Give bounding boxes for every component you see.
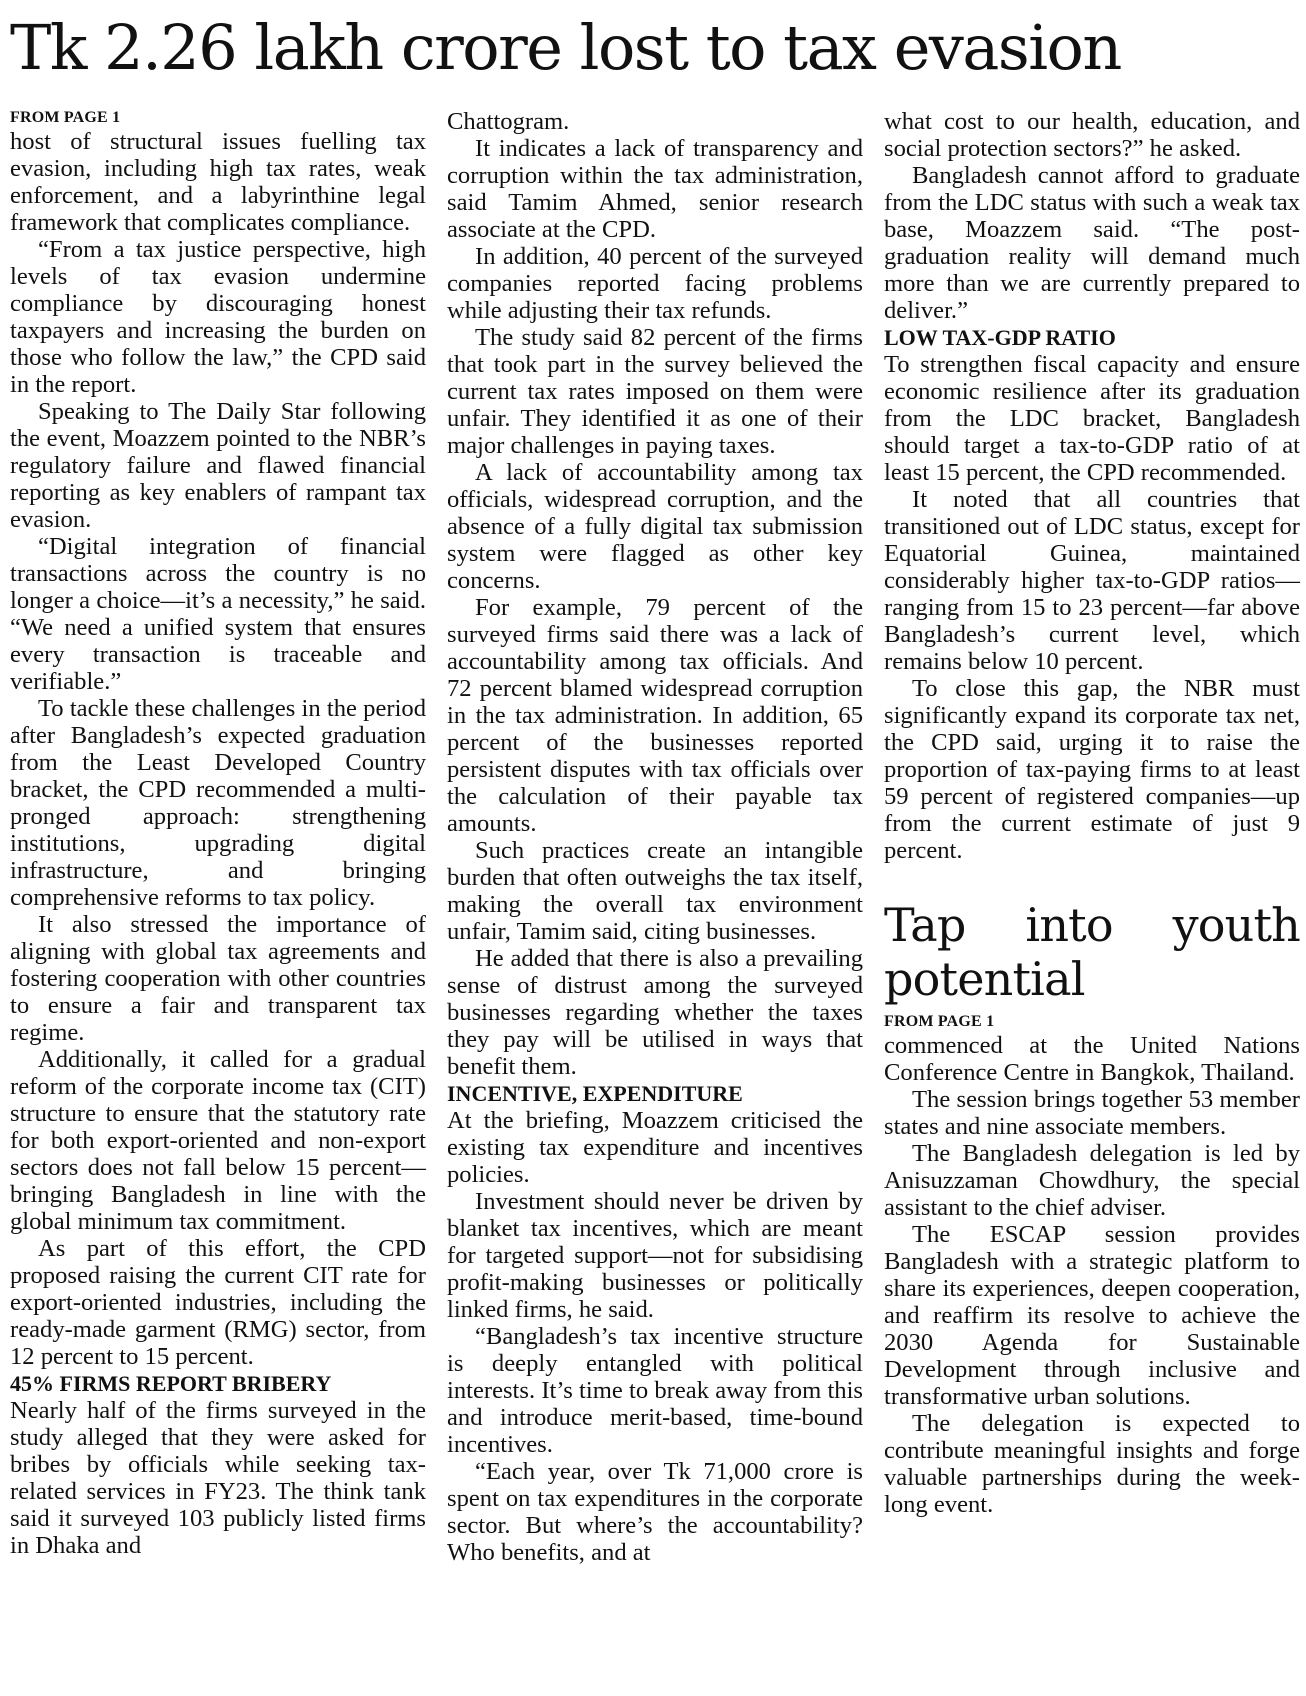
paragraph: To strengthen fiscal capacity and ensure economic resilience after its graduation from the LDC bracket, Bangladesh should target a tax-to-GDP ratio of at least 15 percent, the CPD recommended.: [884, 351, 1300, 486]
subhead-bribery: 45% FIRMS REPORT BRIBERY: [10, 1371, 332, 1396]
paragraph: In addition, 40 percent of the surveyed companies reported facing problems while adjusting their tax refunds.: [447, 243, 863, 324]
paragraph: “Bangladesh’s tax incentive structure is deeply entangled with political interests. It’s time to break away from this and introduce merit-based, time-bound incentives.: [447, 1323, 863, 1458]
paragraph-continued: what cost to our health, education, and social protection sectors?” he asked.: [884, 108, 1300, 162]
paragraph: As part of this effort, the CPD proposed raising the current CIT rate for export-oriented industries, including the ready-made garment (RMG) sector, from 12 percent to 15 percent.: [10, 1235, 426, 1370]
paragraph: To close this gap, the NBR must significantly expand its corporate tax net, the CPD said, urging it to raise the proportion of tax-paying firms to at least 59 percent of registered companies—up from the current estimate of just 9 percent.: [884, 675, 1300, 864]
paragraph: It also stressed the importance of aligning with global tax agreements and fostering cooperation with other countries to ensure a fair and transparent tax regime.: [10, 911, 426, 1046]
paragraph: “From a tax justice perspective, high levels of tax evasion undermine compliance by discouraging honest taxpayers and increasing the burden on those who follow the law,” the CPD said in the report.: [10, 236, 426, 398]
paragraph: A lack of accountability among tax officials, widespread corruption, and the absence of a fully digital tax submission system were flagged as other key concerns.: [447, 459, 863, 594]
paragraph: For example, 79 percent of the surveyed firms said there was a lack of accountability among tax officials. And 72 percent blamed widespread corruption in the tax administration. In addition, 65 percent of the businesses reported persistent disputes with tax officials over the calculation of their payable tax amounts.: [447, 594, 863, 837]
paragraph: Investment should never be driven by blanket tax incentives, which are meant for targeted support—not for subsidising profit-making businesses or politically linked firms, he said.: [447, 1188, 863, 1323]
paragraph: Nearly half of the firms surveyed in the study alleged that they were asked for bribes by officials while seeking tax-related services in FY23. The think tank said it surveyed 103 publicly listed firms in Dhaka and: [10, 1397, 426, 1559]
paragraph: It indicates a lack of transparency and corruption within the tax administration, said Tamim Ahmed, senior research associate at the CPD.: [447, 135, 863, 243]
article-headline: Tk 2.26 lakh crore lost to tax evasion: [10, 11, 1121, 84]
paragraph: He added that there is also a prevailing sense of distrust among the surveyed businesses regarding whether the taxes they pay will be utilised in ways that benefit them.: [447, 945, 863, 1080]
from-page-kicker: FROM PAGE 1: [10, 109, 121, 126]
paragraph: The study said 82 percent of the firms that took part in the survey believed the current tax rates imposed on them were unfair. They identified it as one of their major challenges in paying taxes.: [447, 324, 863, 459]
paragraph: The delegation is expected to contribute meaningful insights and forge valuable partnerships during the week-long event.: [884, 1410, 1300, 1518]
paragraph: Bangladesh cannot afford to graduate from the LDC status with such a weak tax base, Moazzem said. “The post-graduation reality will demand much more than we are currently prepared to deliver.”: [884, 162, 1300, 324]
paragraph: “Digital integration of financial transactions across the country is no longer a choice—it’s a necessity,” he said. “We need a unified system that ensures every transaction is traceable and verifiable.”: [10, 533, 426, 695]
second-article-headline: Tap into youth potential: [884, 898, 1300, 1006]
paragraph: The ESCAP session provides Bangladesh with a strategic platform to share its experiences, deepen cooperation, and reaffirm its resolve to achieve the 2030 Agenda for Sustainable Development through inclusive and transformative urban solutions.: [884, 1221, 1300, 1410]
paragraph: Such practices create an intangible burden that often outweighs the tax itself, making the overall tax environment unfair, Tamim said, citing businesses.: [447, 837, 863, 945]
subhead-tax-gdp-ratio: LOW TAX-GDP RATIO: [884, 325, 1116, 350]
paragraph: Additionally, it called for a gradual reform of the corporate income tax (CIT) structure to ensure that the statutory rate for both export-oriented and non-export sectors does not fall below 15 percent—bringing Bangladesh in line with the global minimum tax commitment.: [10, 1046, 426, 1235]
paragraph: The session brings together 53 member states and nine associate members.: [884, 1086, 1300, 1140]
paragraph-continued: Chattogram.: [447, 108, 570, 135]
paragraph: The Bangladesh delegation is led by Anisuzzaman Chowdhury, the special assistant to the chief adviser.: [884, 1140, 1300, 1221]
from-page-kicker: FROM PAGE 1: [884, 1013, 995, 1030]
paragraph: To tackle these challenges in the period after Bangladesh’s expected graduation from the Least Developed Country bracket, the CPD recommended a multi-pronged approach: strengthening institutions, upgrading digital infrastructure, and bringing comprehensive reforms to tax policy.: [10, 695, 426, 911]
paragraph: “Each year, over Tk 71,000 crore is spent on tax expenditures in the corporate sector. But where’s the accountability? Who benefits, and at: [447, 1458, 863, 1566]
column-2: [447, 108, 863, 1566]
paragraph: host of structural issues fuelling tax evasion, including high tax rates, weak enforcement, and a labyrinthine legal framework that complicates compliance.: [10, 128, 426, 236]
paragraph: It noted that all countries that transitioned out of LDC status, except for Equatorial Guinea, maintained considerably higher tax-to-GDP ratios—ranging from 15 to 23 percent—far above Bangladesh’s current level, which remains below 10 percent.: [884, 486, 1300, 675]
column-3: [884, 108, 1300, 1518]
paragraph: Speaking to The Daily Star following the event, Moazzem pointed to the NBR’s regulatory failure and flawed financial reporting as key enablers of rampant tax evasion.: [10, 398, 426, 533]
subhead-incentive-expenditure: INCENTIVE, EXPENDITURE: [447, 1081, 743, 1106]
column-1: [10, 108, 426, 1559]
paragraph: At the briefing, Moazzem criticised the existing tax expenditure and incentives policies.: [447, 1107, 863, 1188]
paragraph: commenced at the United Nations Conference Centre in Bangkok, Thailand.: [884, 1032, 1300, 1086]
